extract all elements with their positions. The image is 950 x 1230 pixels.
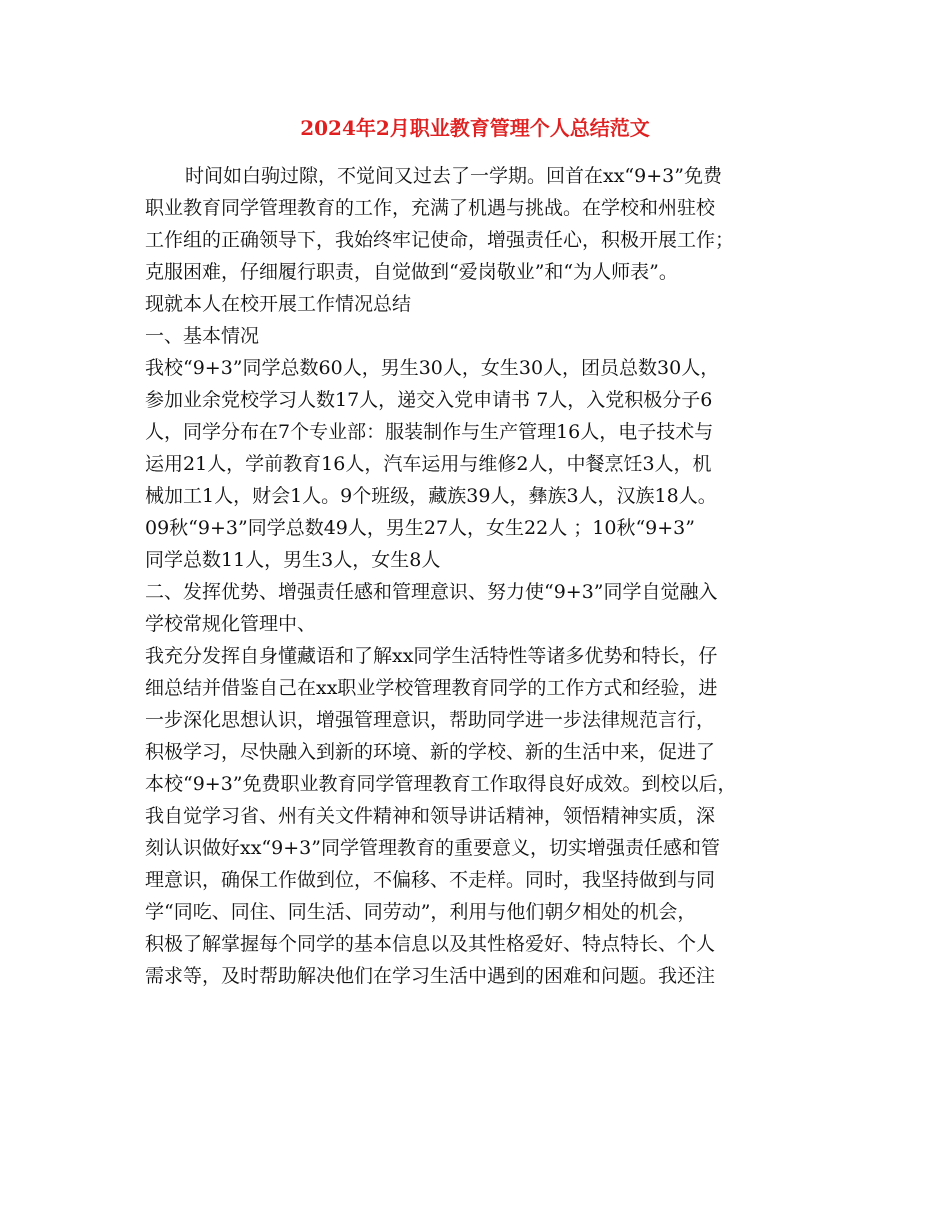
body-line: 现就本人在校开展工作情况总结 [145, 293, 412, 315]
body-line: 时间如白驹过隙，不觉间又过去了一学期。回首在xx“9+3”免费 [185, 165, 722, 187]
body-line: 刻认识做好xx“9+3”同学管理教育的重要意义，切实增强责任感和管 [145, 837, 720, 859]
body-line: 工作组的正确领导下，我始终牢记使命，增强责任心，积极开展工作； [145, 229, 735, 251]
body-line: 学“同吃、同住、同生活、同劳动”，利用与他们朝夕相处的机会， [145, 901, 697, 923]
body-line: 人，同学分布在7个专业部：服装制作与生产管理16人，电子技术与 [145, 421, 714, 443]
body-line: 参加业余党校学习人数17人，递交入党申请书 7人，入党积极分子6 [145, 389, 713, 411]
body-line: 克服困难，仔细履行职责，自觉做到“爱岗敬业”和“为人师表”。 [145, 261, 678, 283]
document-title: 2024年2月职业教育管理个人总结范文 [300, 116, 650, 140]
body-line: 积极学习，尽快融入到新的环境、新的学校、新的生活中来，促进了 [145, 741, 716, 763]
body-line: 械加工1人，财会1人。9个班级，藏族39人，彝族3人，汉族18人。 [145, 485, 717, 507]
section-heading: 一、基本情况 [145, 325, 260, 347]
body-line: 运用21人，学前教育16人，汽车运用与维修2人，中餐烹饪3人，机 [145, 453, 712, 475]
body-line: 细总结并借鉴自己在xx职业学校管理教育同学的工作方式和经验，进 [145, 677, 718, 699]
body-line: 一步深化思想认识，增强管理意识，帮助同学进一步法律规范言行， [145, 709, 716, 731]
body-line: 积极了解掌握每个同学的基本信息以及其性格爱好、特点特长、个人 [145, 933, 716, 955]
section-heading: 学校常规化管理中、 [145, 613, 317, 635]
body-line: 同学总数11人，男生3人，女生8人 [145, 549, 441, 571]
body-line: 职业教育同学管理教育的工作，充满了机遇与挑战。在学校和州驻校 [145, 197, 716, 219]
body-line: 我自觉学习省、州有关文件精神和领导讲话精神，领悟精神实质，深 [145, 805, 716, 827]
body-line: 09秋“9+3”同学总数49人，男生27人，女生22人 ；10秋“9+3” [145, 517, 695, 539]
body-line: 我校“9+3”同学总数60人，男生30人，女生30人，团员总数30人， [145, 357, 720, 379]
body-line: 需求等，及时帮助解决他们在学习生活中遇到的困难和问题。我还注 [145, 965, 716, 987]
body-line: 我充分发挥自身懂藏语和了解xx同学生活特性等诸多优势和特长，仔 [145, 645, 718, 667]
body-line: 理意识，确保工作做到位，不偏移、不走样。同时，我坚持做到与同 [145, 869, 716, 891]
section-heading: 二、发挥优势、增强责任感和管理意识、努力使“9+3”同学自觉融入 [145, 581, 718, 603]
body-line: 本校“9+3”免费职业教育同学管理教育工作取得良好成效。到校以后， [145, 773, 737, 795]
